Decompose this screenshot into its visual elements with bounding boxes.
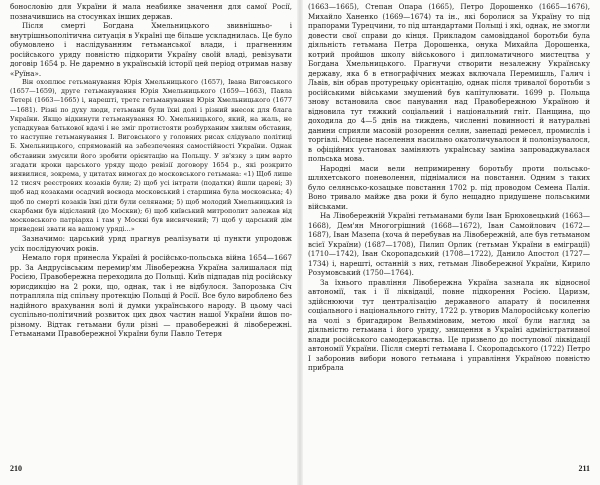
paragraph: За їхнього правління Лівобережна Україна зазнала як відносної автономії, так і її ліквідації, повне підкорення Росією. Царизм, здійснюючи тут централізацію державного апарату й посилення соціального і національного гніту, 1722 р. утворив Малоросійську колегію на чолі з бригадиром Вельяміновим, метою якої були нагляд за діяльністю гетьмана і його уряду, знищення в Україні адміністративної влади російського самодержавства. Це призвело до поступової ліквідації автономії України. Після смерті гетьмана І. Скоропадського (1722) Петро І заборонив вибори нового гетьмана і управління Україною повністю прибрала [308,277,590,372]
page-number: 211 [578,464,590,473]
paragraph: На Лівобережній Україні гетьманами були Іван Брюховецький (1663—1668), Дем'ян Многогрішний (1668—1672), Іван Самойлович (1672—1687), Іван Мазепа (хоча й перебував на Лівобережній, але був гетьманом всієї України) (1687—1708), Пилип Орлик (гетьман України в еміграції) (1710—1742), Іван Скоропадський (1708—1722), Данило Апостол (1727—1734) і, нарешті, останній з них, гетьман Лівобережної України, Кирило Розумовський (1750—1764). [308,211,590,277]
paragraph: Він охоплює гетьманування Юрія Хмельницького (1657), Івана Виговського (1657—1659), друге гетьманування Юрія Хмельницького (1659—1663), Павла Тетері (1663—1665) і, нарешті, третє гетьманування Юрія Хмельницького (1677—1681). Різні по духу люди, гетьмани були їхні долі і різний внесок для блага України. Якщо відкинути гетьманування Ю. Хмельницького, який, на жаль, не успадкував батькової вдачі і не зміг протистояти розбурханим хвилям обставин, то наступне гетьманування І. Виговського у головних рисах слідувало політиці Б. Хмельницького, спрямованій на забезпечення самостійності України. Однак обставини змусили його зробити орієнтацію на Польщу. У зв'язку з цим варто згадати кроки царського уряду щодо ревізії договору 1654 р., які розкрито виявилися, зокрема, у цитатах вимогах до московського гетьмана: «1) Щоб лише 12 тисяч реєстрових козаків були; 2) щоб усі інтрати (податки) йшли цареві; 3) щоб над козаками осадчий воєвода московський і старшина була московська; 4) щоб по смерті козаків їхні діти були селянами; 5) щоб молодий Хмельницький із скарбами був відісланий (до Москви); 6) щоб київський митрополит залежав від московського патріарха і там у Москві був висвячений; 7) щоб у царський дім приведені звати на вашому уряді...» [10,78,292,234]
left-text-column [10,2,292,339]
paragraph: Зазначимо: царський уряд прагнув реалізувати ці пункти упродовж усіх послідуючих років. [10,234,292,253]
right-text-column [308,2,590,373]
page-number: 210 [10,464,22,473]
paragraph: Після смерті Богдана Хмельницького звивнішньо- і внутрішньополітична ситуація в Україні ще більше ускладнилась. Це було обумовлено і наслідуванням гетьманської влади, і прагненням російського уряду повністю підкорити Україну своїй владі, ревізувати договір 1654 р. Не даремно в українській історії цей період отримав назву «Руїна». [10,21,292,78]
paragraph: Народні маси вели непримиренну боротьбу проти польсько-шляхетського поневолення, піднімалися на повстання. Одним з таких було селянсько-козацьке повстання 1702 р. під проводом Семена Палія. Воно тривало майже два роки й було нещадно придушене польськими військами. [308,163,590,211]
right-page [300,0,600,485]
paragraph: бонословію для України й мала неабияке значення для самої Росії, позначившись на стосунках інших держав. [10,2,292,21]
paragraph: (1663—1665), Степан Опара (1665), Петро Дорошенко (1665—1676), Михайло Ханенко (1669—1674) та ін., які боролися за Україну то під прапорами Турецчини, то під штандартами Польщі і які, однак, не змогли довести свої справи до кінця. Прикладом самовідданої боротьби була діяльність гетьмана Петра Дорошенка, онука Михайла Дорошенка, котрий пройшов школу військового і дипломатичного мистецтва у Богдана Хмельницького. Прагнучи створити незалежну Українську державу, яка б в етнографічних межах включала Перемишль, Галич і Львів, він обрав протурецьку орієнтацію, однак після тривалої боротьби з російськими військами змушений був капітулювати. 1699 р. Польща знову встановила своє панування над Правобережною Україною й відновила тут тяжкий соціальний і національний гніт. Панщина, що доходила до 4—5 днів на тиждень, численні повинності й натуральні данини сприяли масовій розорення селян, занепаді ремесел, промислів і торгівлі. Місцеве населення насильно окатоличувалося й полонізувалося, в офіційних установах заміняють українську заміна запроваджувалася польська мова. [308,2,590,163]
paragraph: Немало горя принесла Україні й російсько-польська війна 1654—1667 рр. За Андрусівським перемир'ям Лівобережна Україна залишалася під Росією, Правобережна переходила до Польщі. Київ підпадав під російську юрисдикцію на 2 роки, що, однак, так і не відбулося. Запорозька Січ потрапляла під спільну протекцію Польщі й Росії. Все було вироблено без надійного врахування волі й думки українського народу. В цьому часі суспільно-політичний розвиток цих двох частин нашої України йшов по-різному. Відтак гетьмани були різні — правобережні й лівобережні. Гетьманами Правобережної України були Павло Тетеря [10,253,292,339]
